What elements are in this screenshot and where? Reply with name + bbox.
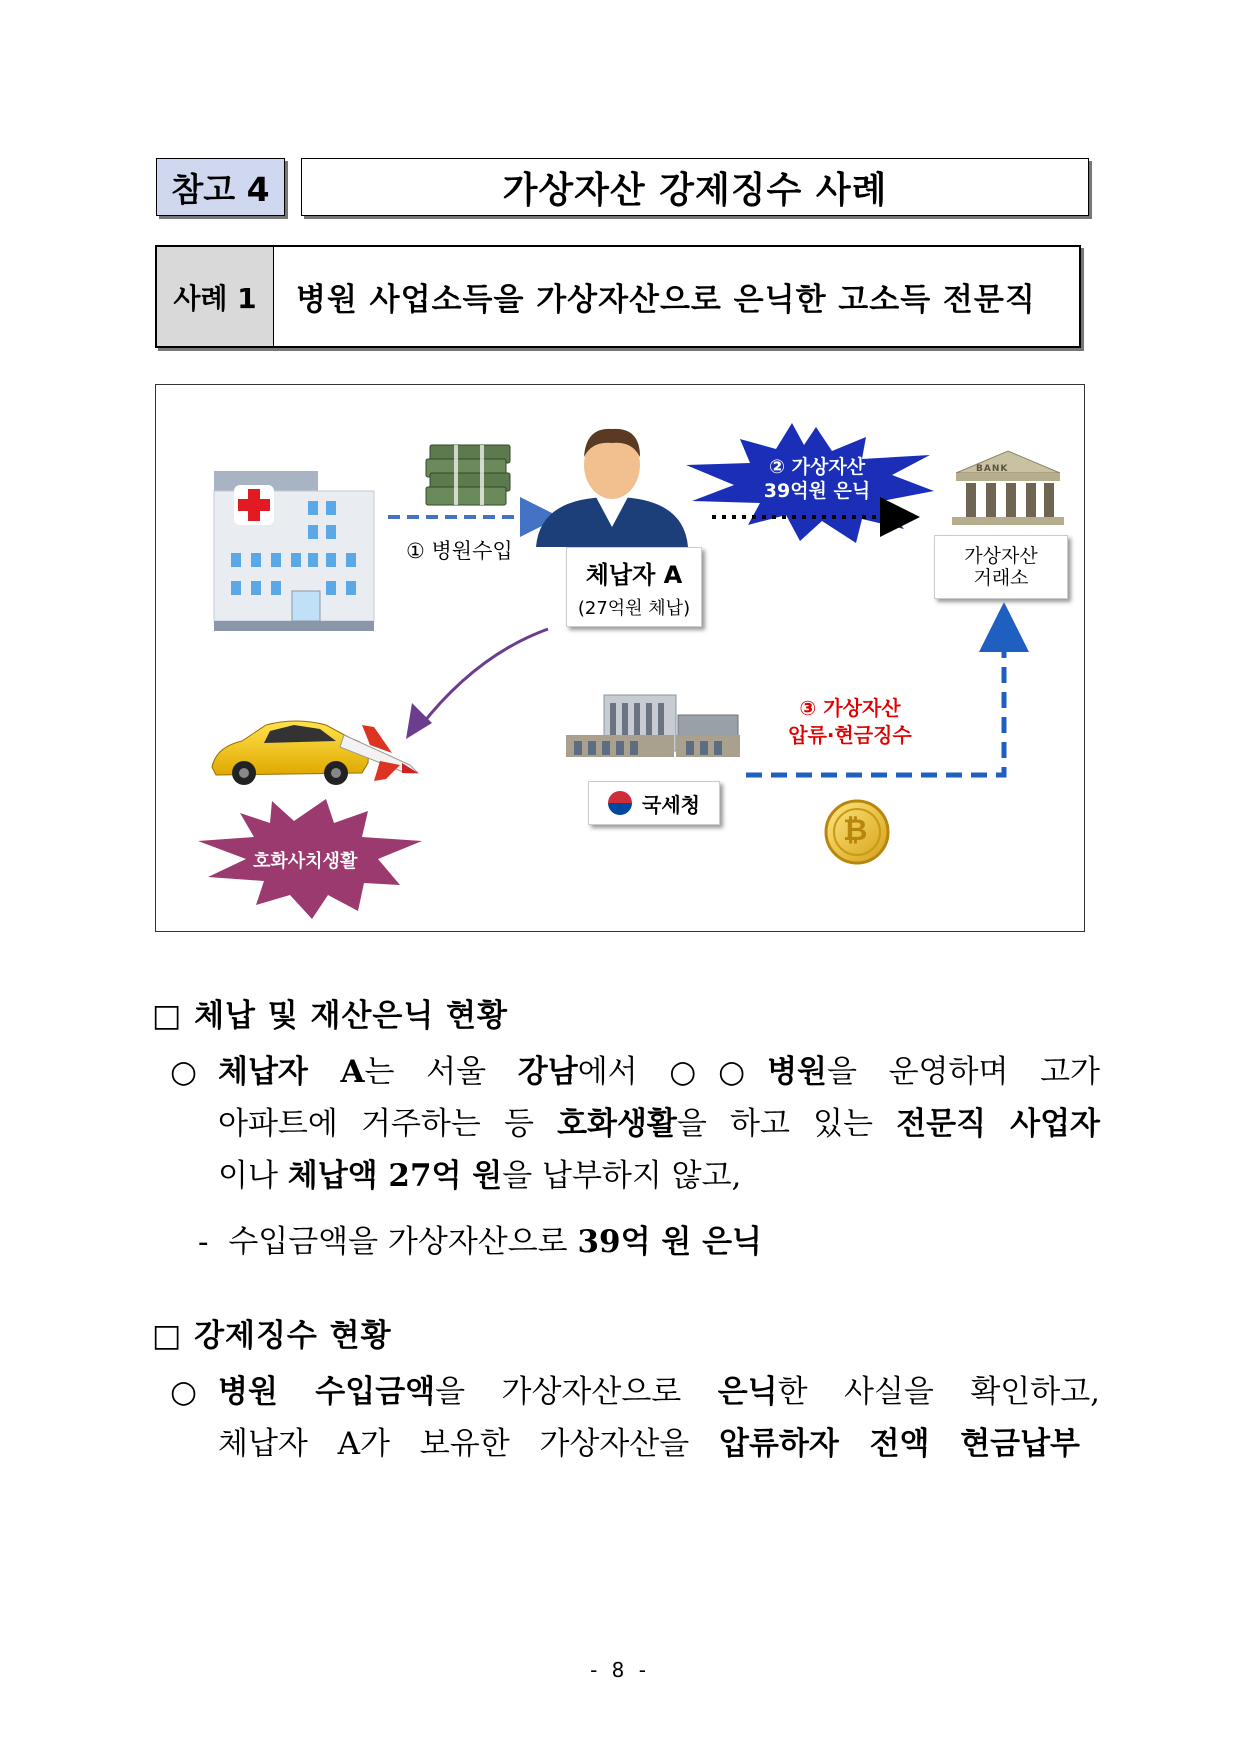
hospital-icon bbox=[214, 471, 374, 631]
bank-sign: BANK bbox=[976, 464, 1009, 474]
concealment-subitem bbox=[198, 1216, 762, 1268]
step2-line1: ② 가상자산 bbox=[768, 456, 866, 478]
sports-car-icon bbox=[212, 721, 368, 785]
text-taxpayer: 체납자 A bbox=[218, 1054, 365, 1090]
bullet-dash: - bbox=[198, 1224, 209, 1260]
text-luxury-life: 호화생활 bbox=[557, 1106, 677, 1142]
step2-label bbox=[742, 455, 892, 503]
text-full-payment: 압류하자 전액 현금납부 bbox=[719, 1426, 1081, 1462]
page-title: 가상자산 강제징수 사례 bbox=[301, 158, 1089, 216]
text-gangnam: 강남 bbox=[517, 1054, 578, 1090]
text: 는 서울 bbox=[364, 1054, 518, 1090]
text-arrears-amount: 체납액 27억 원 bbox=[287, 1158, 503, 1194]
cash-stack-icon bbox=[426, 445, 510, 505]
bitcoin-symbol: ₿ bbox=[843, 813, 868, 848]
step3-line2: 압류·현금징수 bbox=[788, 723, 912, 747]
text: 체납자 A가 보유한 가상자산을 bbox=[218, 1426, 720, 1462]
step1-label: ① 병원수입 bbox=[406, 539, 513, 563]
case-tag: 사례 1 bbox=[157, 247, 274, 346]
collection-paragraph bbox=[170, 1366, 1100, 1470]
step2-line2: 39억원 은닉 bbox=[763, 480, 871, 502]
case-header bbox=[155, 245, 1081, 348]
text: 을 하고 있는 bbox=[676, 1106, 897, 1142]
luxury-label: 호화사치생활 bbox=[253, 851, 358, 872]
step3-line1: ③ 가상자산 bbox=[799, 696, 901, 720]
case-title: 병원 사업소득을 가상자산으로 은닉한 고소득 전문직 bbox=[296, 282, 1036, 318]
exchange-line2: 거래소 bbox=[973, 567, 1029, 589]
text: 을 납부하지 않고, bbox=[502, 1158, 742, 1194]
text: 수입금액을 가상자산으로 bbox=[228, 1224, 578, 1260]
spending-arrow bbox=[406, 703, 432, 739]
taxpayer-avatar-icon bbox=[536, 429, 688, 547]
text: 을 운영하며 고가 bbox=[826, 1054, 1100, 1090]
text: 아파트에 거주하는 등 bbox=[218, 1106, 558, 1142]
taxpayer-arrears: (27억원 체납) bbox=[577, 597, 691, 619]
section-heading-collection: □ 강제징수 현황 bbox=[152, 1318, 392, 1354]
text: 에서 bbox=[577, 1054, 670, 1090]
text: 을 가상자산으로 bbox=[435, 1374, 718, 1410]
exchange-card bbox=[934, 535, 1068, 599]
taxpayer-name: 체납자 A bbox=[585, 560, 683, 589]
text: 이나 bbox=[218, 1158, 288, 1194]
nts-building-icon bbox=[566, 695, 740, 757]
korea-emblem-icon bbox=[608, 791, 632, 815]
text: 한 사실을 확인하고, bbox=[777, 1374, 1100, 1410]
text-hospital: ○○병원 bbox=[669, 1054, 827, 1090]
bank-icon bbox=[952, 451, 1064, 525]
text-concealed-amount: 39억 원 은닉 bbox=[577, 1224, 762, 1260]
bullet-circle: ○ bbox=[170, 1374, 198, 1410]
taxpayer-card bbox=[566, 547, 702, 627]
reference-badge: 참고 4 bbox=[156, 158, 285, 216]
case-diagram bbox=[155, 384, 1085, 932]
bullet-circle: ○ bbox=[170, 1054, 198, 1090]
page-number: - 8 - bbox=[590, 1658, 650, 1682]
nts-card bbox=[588, 781, 720, 825]
text-hospital-income: 병원 수입금액 bbox=[218, 1374, 436, 1410]
text-professional: 전문직 사업자 bbox=[896, 1106, 1101, 1142]
section-heading-arrears: □ 체납 및 재산은닉 현황 bbox=[152, 998, 508, 1034]
exchange-line1: 가상자산 bbox=[964, 545, 1038, 567]
text-concealment: 은닉 bbox=[717, 1374, 778, 1410]
arrears-paragraph bbox=[170, 1046, 1100, 1202]
nts-label: 국세청 bbox=[642, 792, 700, 817]
step3-label bbox=[770, 695, 930, 749]
